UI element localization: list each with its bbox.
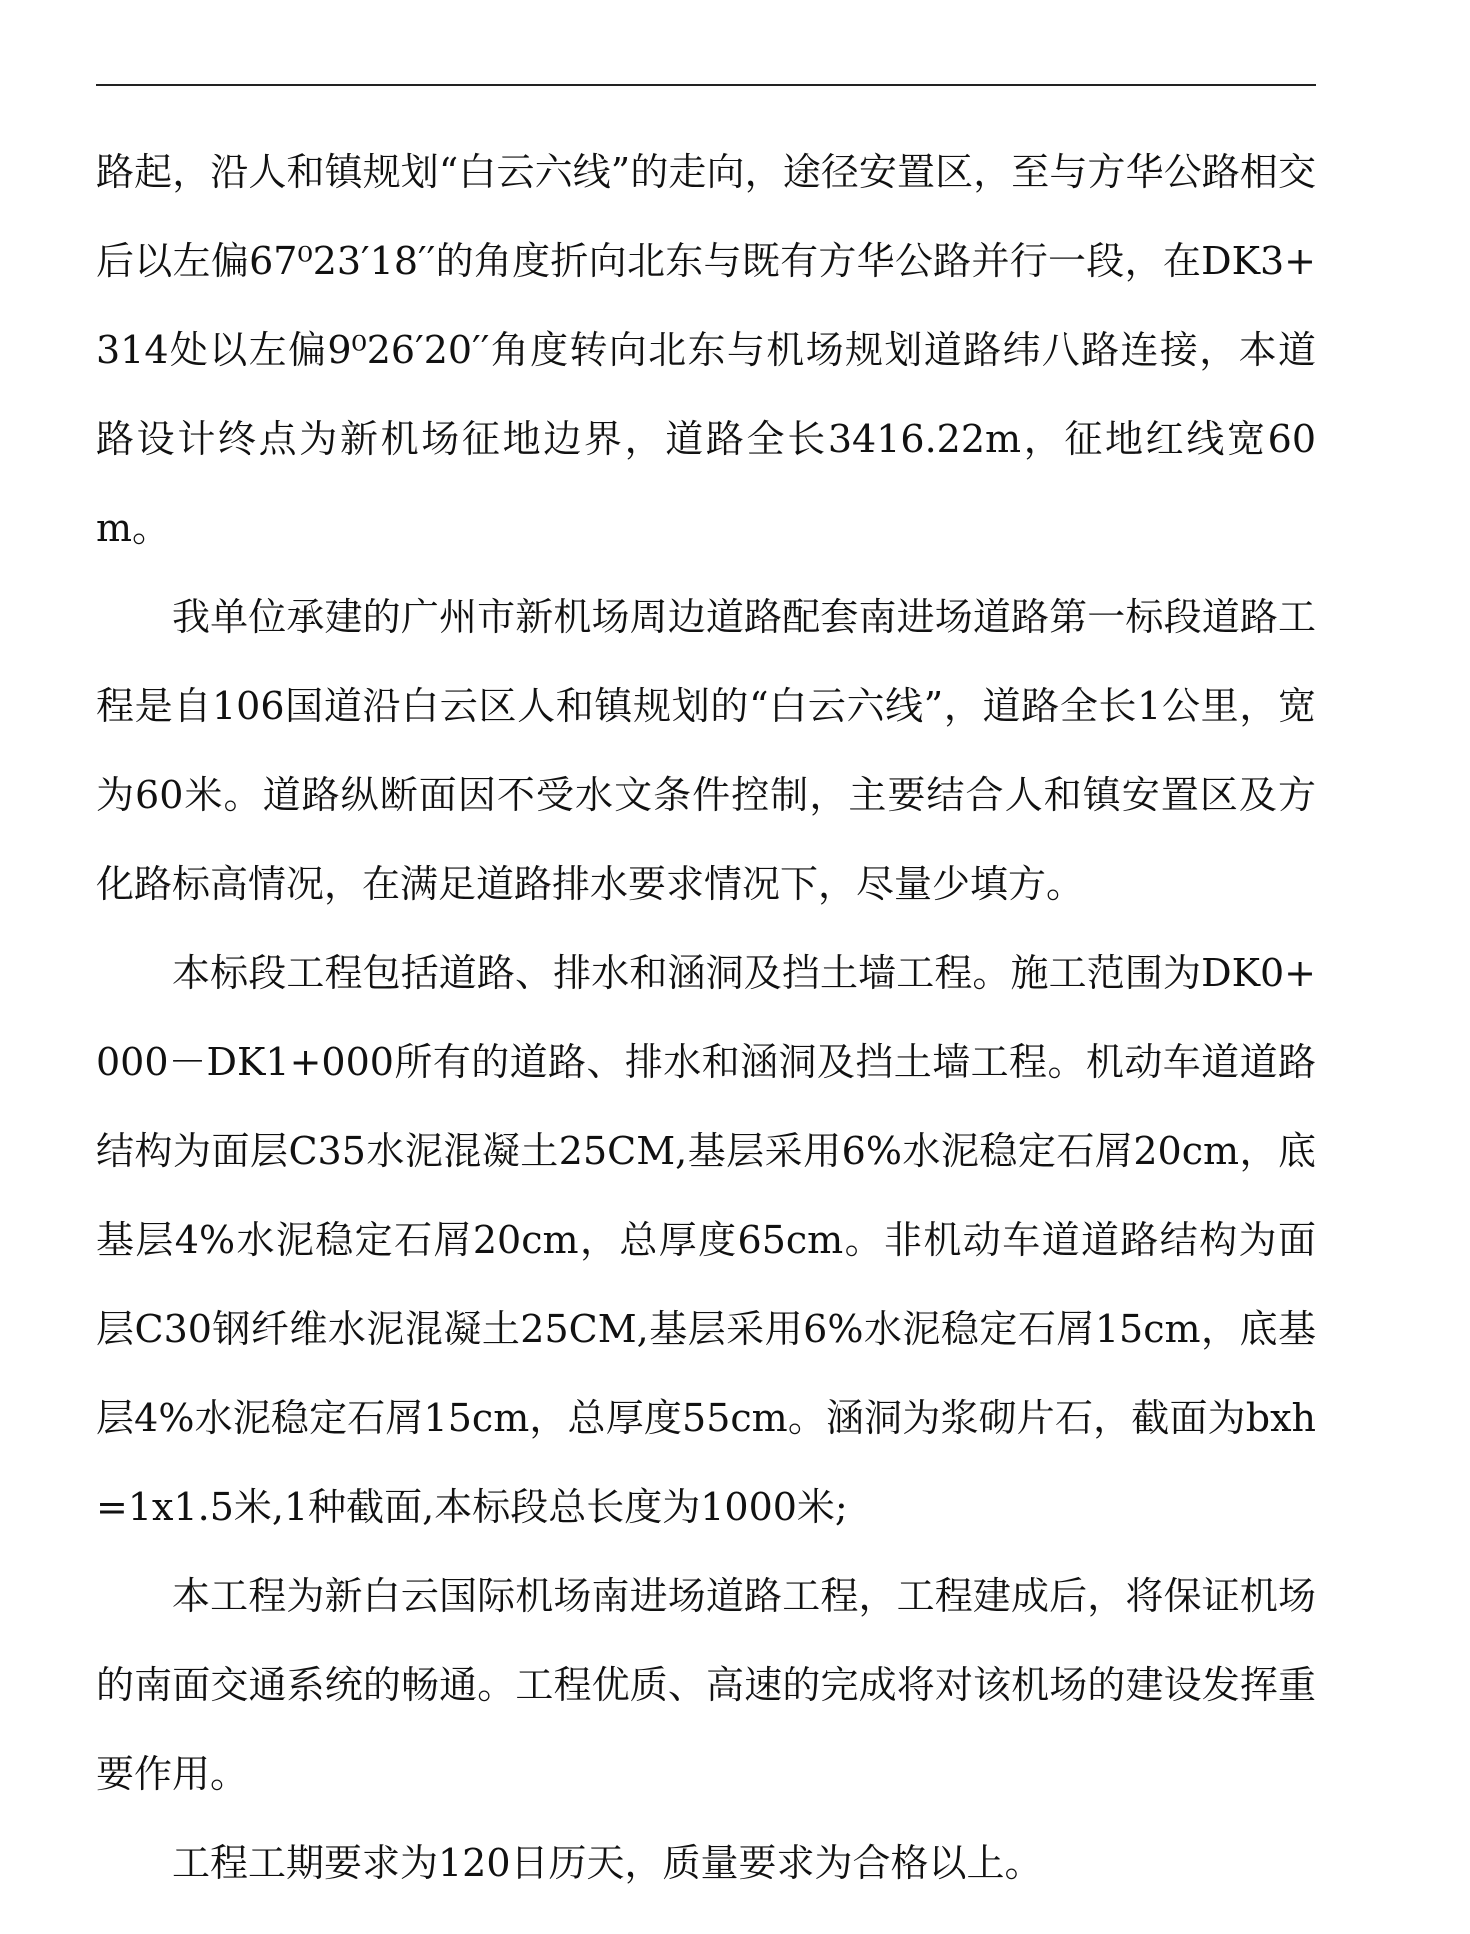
paragraph-3: 本标段工程包括道路、排水和涵洞及挡土墙工程。施工范围为DK0+000－DK1+000所有的道路、排水和涵洞及挡土墙工程。机动车道道路结构为面层C35水泥混凝土25CM,基层采用6%水泥稳定石屑20cm，底基层4%水泥稳定石屑20cm，总厚度65cm。非机动车道道路结构为面层C30钢纤维水泥混凝土25CM,基层采用6%水泥稳定石屑15cm，底基层4%水泥稳定石屑15cm，总厚度55cm。涵洞为浆砌片石，截面为bxh=1x1.5米,1种截面,本标段总长度为1000米;: [96, 951, 1316, 1529]
paragraph-5: 工程工期要求为120日历天，质量要求为合格以上。: [172, 1841, 1043, 1885]
paragraph-1: 路起，沿人和镇规划“白云六线”的走向，途径安置区，至与方华公路相交后以左偏67⁰23′18′′的角度折向北东与既有方华公路并行一段，在DK3+314处以左偏9⁰26′20′′角度转向北东与机场规划道路纬八路连接，本道路设计终点为新机场征地边界，道路全长3416.22m，征地红线宽60m。: [96, 150, 1316, 550]
paragraph-4: 本工程为新白云国际机场南进场道路工程，工程建成后，将保证机场的南面交通系统的畅通。工程优质、高速的完成将对该机场的建设发挥重要作用。: [96, 1574, 1316, 1796]
paragraph-2: 我单位承建的广州市新机场周边道路配套南进场道路第一标段道路工程是自106国道沿白云区人和镇规划的“白云六线”，道路全长1公里，宽为60米。道路纵断面因不受水文条件控制，主要结合人和镇安置区及方化路标高情况，在满足道路排水要求情况下，尽量少填方。: [96, 595, 1316, 906]
body-text: [96, 128, 1316, 1908]
header-rule: [96, 84, 1316, 86]
